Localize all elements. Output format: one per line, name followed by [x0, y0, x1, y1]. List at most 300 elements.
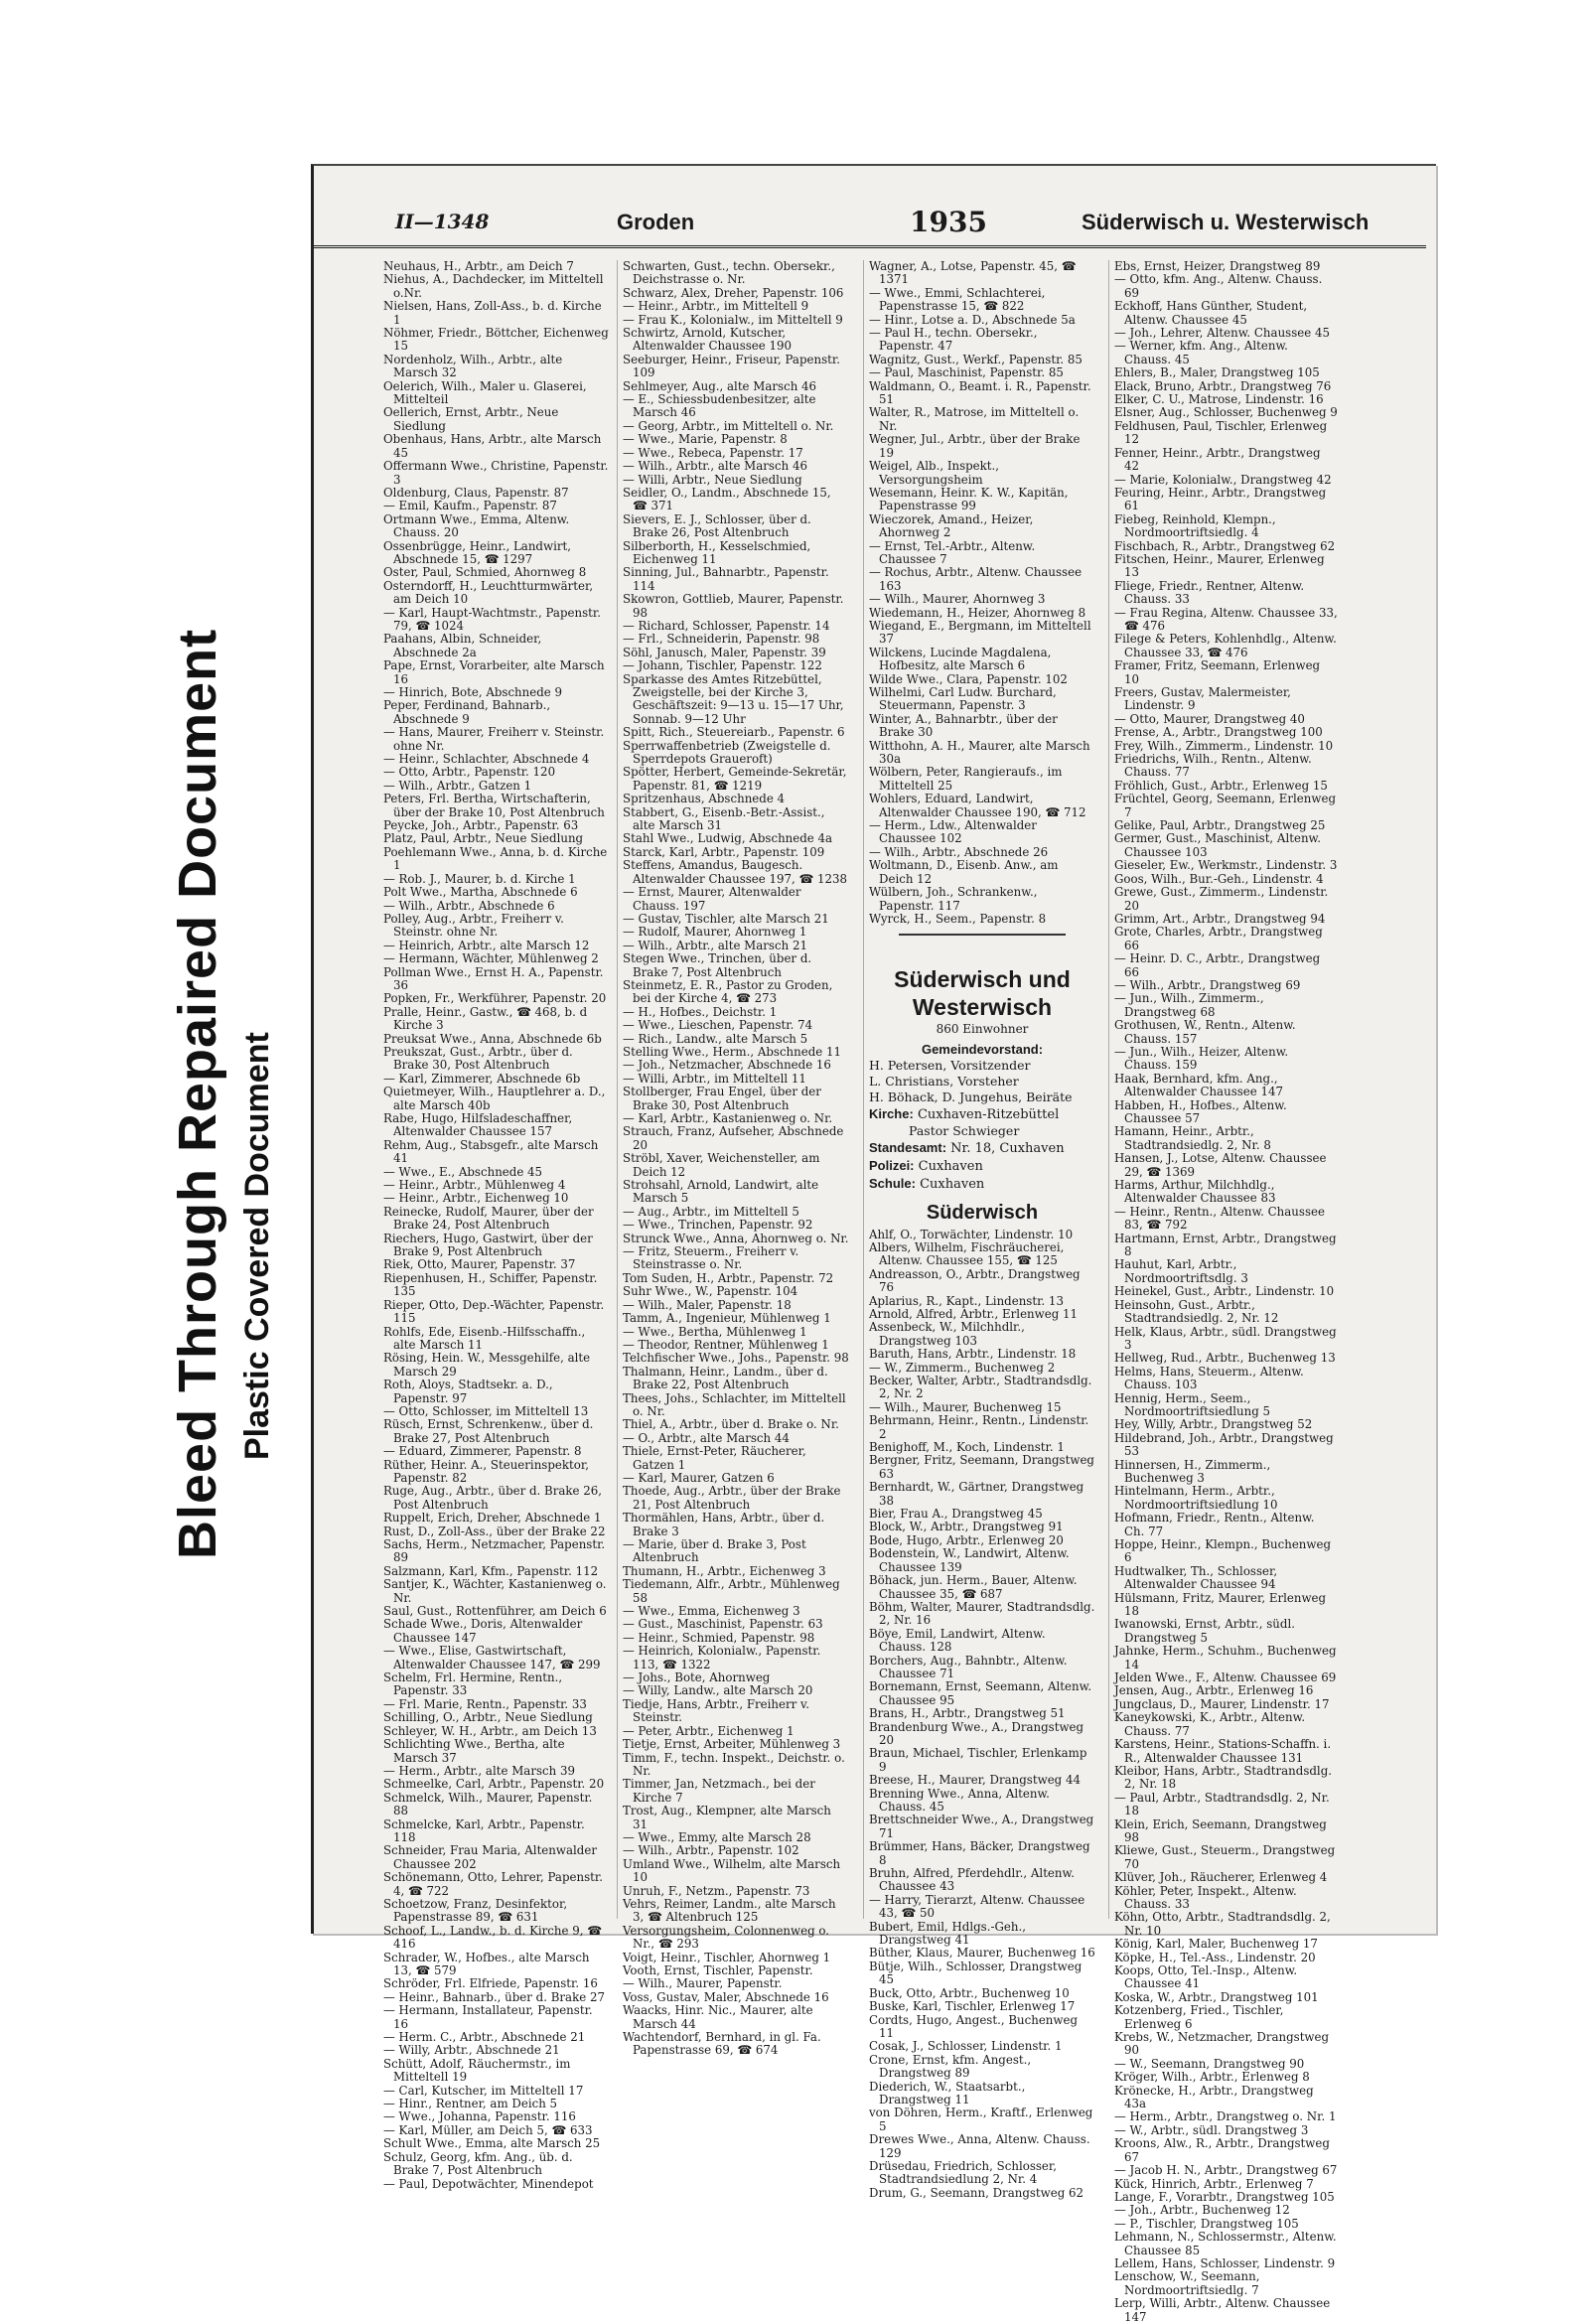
directory-entry: Brettschneider Wwe., A., Drangstweg 71 — [869, 1813, 1094, 1840]
directory-entry: — Wilh., Arbtr., Gatzen 1 — [383, 778, 532, 793]
directory-entry: Schwarten, Gust., techn. Obersekr., Deichstrasse o. Nr. — [623, 259, 835, 287]
directory-entry: Pralle, Heinr., Gastw., ☎ 468, b. d Kirche 3 — [383, 1004, 588, 1033]
directory-entry: — Rochus, Arbtr., Altenw. Chaussee 163 — [869, 565, 1083, 593]
polizei-label: Polizei: — [869, 1158, 915, 1174]
directory-entry: Tom Suden, H., Arbtr., Papenstr. 72 — [623, 1270, 834, 1285]
directory-entry: Wachtendorf, Bernhard, in gl. Fa. Papenstrasse 69, ☎ 674 — [623, 2030, 821, 2058]
directory-entry: Niehus, A., Dachdecker, im Mitteltell o.Nr. — [383, 272, 604, 300]
directory-entry: Wilckens, Lucinde Magdalena, Hofbesitz, alte Marsch 6 — [869, 645, 1052, 673]
directory-entry: Bernhardt, W., Gärtner, Drangstweg 38 — [869, 1480, 1084, 1508]
directory-entry: Rüther, Heinr. A., Steuerinspektor, Papenstr. 82 — [383, 1457, 589, 1485]
directory-entry: Strunck Wwe., Anna, Ahornweg o. Nr. — [623, 1231, 849, 1245]
directory-entry: — Aug., Arbtr., im Mitteltell 5 — [623, 1204, 799, 1219]
directory-entry: Rieper, Otto, Dep.-Wächter, Papenstr. 115 — [383, 1297, 605, 1326]
directory-entry: Schneider, Frau Maria, Altenwalder Chaussee 202 — [383, 1843, 597, 1871]
directory-entry: — P., Tischler, Drangstweg 105 — [1114, 2216, 1299, 2231]
directory-entry: — Rich., Landw., alte Marsch 5 — [623, 1031, 808, 1046]
directory-entry: — Hermann, Installateur, Papenstr. 16 — [383, 2003, 593, 2031]
directory-entry: Thalmann, Heinr., Landm., über d. Brake 22, Post Altenbruch — [623, 1364, 828, 1392]
directory-entry: Trost, Aug., Klempner, alte Marsch 31 — [623, 1804, 831, 1831]
directory-entry: Quietmeyer, Wilh., Hauptlehrer a. D., alte Marsch 40b — [383, 1085, 606, 1112]
directory-entry: — Emil, Kaufm., Papenstr. 87 — [383, 499, 557, 513]
polizei-line — [869, 1157, 1095, 1175]
directory-entry: — Paul, Depotwächter, Minendepot — [383, 2176, 594, 2191]
page-header — [314, 206, 1426, 248]
directory-entry: — Karl, Haupt-Wachtmstr., Papenstr. 79, ☎ 1024 — [383, 605, 601, 633]
directory-entry: Ruge, Aug., Arbtr., über d. Brake 26, Post Altenbruch — [383, 1484, 603, 1512]
directory-entry: Riepenhusen, H., Schiffer, Papenstr. 135 — [383, 1270, 598, 1299]
directory-entry: Nielsen, Hans, Zoll-Ass., b. d. Kirche 1 — [383, 299, 602, 327]
directory-entry: Hellweg, Rud., Arbtr., Buchenweg 13 — [1114, 1351, 1336, 1366]
directory-entry: Polt Wwe., Martha, Abschnede 6 — [383, 885, 578, 900]
directory-entry: Tiedje, Hans, Arbtr., Freiherr v. Steinstr. — [623, 1696, 810, 1725]
column-3-entries-top — [869, 260, 1095, 926]
directory-entry: Böhack, jun. Herm., Bauer, Altenw. Chaussee 35, ☎ 687 — [869, 1573, 1078, 1601]
side-label-bleed-repaired: Bleed Through Repaired Document — [168, 628, 227, 1559]
directory-entry: Preuksat Wwe., Anna, Abschnede 6b — [383, 1031, 602, 1046]
place-left: Groden — [617, 210, 695, 234]
directory-entry: — Jacob H. N., Arbtr., Drangstweg 67 — [1114, 2163, 1338, 2178]
directory-entry: Riek, Otto, Maurer, Papenstr. 37 — [383, 1257, 576, 1272]
directory-entry: — Wwe., E., Abschnede 45 — [383, 1164, 543, 1179]
directory-entry: Grimm, Art., Arbtr., Drangstweg 94 — [1114, 911, 1326, 926]
directory-entry: Hennig, Herm., Seem., Nordmoortriftsiedlung 5 — [1114, 1390, 1271, 1418]
directory-entry: Rösing, Hein. W., Messgehilfe, alte Marsch 29 — [383, 1351, 591, 1379]
side-labels — [149, 169, 288, 1559]
standesamt-line — [869, 1139, 1095, 1157]
directory-entry: Andreasson, O., Arbtr., Drangstweg 76 — [869, 1266, 1081, 1295]
directory-entry: Rehm, Aug., Stabsgefr., alte Marsch 41 — [383, 1137, 599, 1166]
directory-entry: Reinecke, Rudolf, Maurer, über der Brake 24, Post Altenbruch — [383, 1204, 594, 1233]
directory-entry: Rohlfs, Ede, Eisenb.-Hilfsschaffn., alte Marsch 11 — [383, 1324, 586, 1352]
directory-entry: Fliege, Friedr., Rentner, Altenw. Chauss. 33 — [1114, 578, 1305, 607]
directory-entry: Nordenholz, Wilh., Arbtr., alte Marsch 32 — [383, 352, 563, 380]
directory-entry: Framer, Fritz, Seemann, Erlenweg 10 — [1114, 658, 1321, 686]
directory-entry: — Rudolf, Maurer, Ahornweg 1 — [623, 925, 807, 940]
directory-entry: Hamann, Heinr., Arbtr., Stadtrandsiedlg. 2, Nr. 8 — [1114, 1124, 1271, 1152]
directory-entry: Haak, Bernhard, kfm. Ang., Altenwalder Chaussee 147 — [1114, 1071, 1284, 1099]
directory-entry: — Hermann, Wächter, Mühlenweg 2 — [383, 951, 599, 966]
directory-entry: Koops, Otto, Tel.-Insp., Altenw. Chaussee 41 — [1114, 1963, 1298, 1991]
column-3-entries-bottom — [869, 1229, 1095, 2201]
directory-entry: Cordts, Hugo, Angest., Buchenweg 11 — [869, 2012, 1079, 2040]
directory-entry: — Joh., Arbtr., Buchenweg 12 — [1114, 2203, 1290, 2218]
directory-entry: Schmeelke, Carl, Arbtr., Papenstr. 20 — [383, 1777, 605, 1792]
directory-entry: Hudtwalker, Th., Schlosser, Altenwalder Chaussee 94 — [1114, 1563, 1278, 1592]
directory-entry: Peper, Ferdinand, Bahnarb., Abschnede 9 — [383, 698, 551, 726]
directory-entry: — Karl, Arbtr., Kastanienweg o. Nr. — [623, 1111, 833, 1125]
directory-entry: — Otto, Maurer, Drangstweg 40 — [1114, 711, 1305, 726]
directory-entry: — Wwe., Trinchen, Papenstr. 92 — [623, 1218, 813, 1233]
directory-entry: Bode, Hugo, Arbtr., Erlenweg 20 — [869, 1532, 1064, 1547]
directory-entry: — Johann, Tischler, Papenstr. 122 — [623, 658, 822, 673]
directory-entry: Wiedemann, H., Heizer, Ahornweg 8 — [869, 605, 1086, 620]
directory-entry: Stegen Wwe., Trinchen, über d. Brake 7, Post Altenbruch — [623, 951, 812, 979]
directory-entry: — Frau K., Kolonialw., im Mitteltell 9 — [623, 312, 843, 327]
directory-entry: — Wilh., Maurer, Buchenweg 15 — [869, 1399, 1062, 1414]
directory-entry: Schlichting Wwe., Bertha, alte Marsch 37 — [383, 1737, 565, 1765]
directory-entry: Waacks, Hinr. Nic., Maurer, alte Marsch 44 — [623, 2003, 813, 2031]
directory-entry: Wagner, A., Lotse, Papenstr. 45, ☎ 1371 — [869, 259, 1077, 287]
directory-entry: Schleyer, W. H., Arbtr., am Deich 13 — [383, 1723, 597, 1738]
directory-entry: Pape, Ernst, Vorarbeiter, alte Marsch 16 — [383, 658, 605, 686]
directory-entry: Timm, F., techn. Inspekt., Deichstr. o. Nr. — [623, 1750, 845, 1778]
directory-entry: Drum, G., Seemann, Drangstweg 62 — [869, 2185, 1084, 2200]
directory-entry: Köhler, Peter, Inspekt., Altenw. Chauss. 33 — [1114, 1883, 1297, 1911]
directory-entry: Köpke, H., Tel.-Ass., Lindenstr. 20 — [1114, 1950, 1316, 1964]
directory-entry: Platz, Paul, Arbtr., Neue Siedlung — [383, 831, 584, 846]
directory-entry: Oster, Paul, Schmied, Ahornweg 8 — [383, 565, 587, 580]
directory-entry: Sehlmeyer, Aug., alte Marsch 46 — [623, 378, 817, 393]
directory-entry: Wilhelmi, Carl Ludw. Burchard, Steuermann, Papenstr. 3 — [869, 685, 1057, 713]
directory-entry: Schröder, Frl. Elfriede, Papenstr. 16 — [383, 1976, 598, 1991]
directory-entry: — Willy, Arbtr., Abschnede 21 — [383, 2043, 560, 2058]
directory-entry: — Heinr., Arbtr., im Mitteltell 9 — [623, 299, 809, 314]
directory-entry: Salzmann, Karl, Kfm., Papenstr. 112 — [383, 1563, 599, 1578]
directory-entry: Silberborth, H., Kesselschmied, Eichenweg 11 — [623, 538, 811, 566]
directory-entry: Oellerich, Ernst, Arbtr., Neue Siedlung — [383, 405, 559, 433]
directory-entry: Kliewe, Gust., Steuerm., Drangstweg 70 — [1114, 1843, 1336, 1871]
directory-entry: Buck, Otto, Arbtr., Buchenweg 10 — [869, 1985, 1070, 2000]
directory-entry: Schade Wwe., Doris, Altenwalder Chaussee 147 — [383, 1617, 583, 1645]
directory-entry: Jahnke, Herm., Schuhm., Buchenweg 14 — [1114, 1644, 1337, 1671]
directory-entry: — Richard, Schlosser, Papenstr. 14 — [623, 618, 830, 633]
directory-entry: Fiebeg, Reinhold, Klempn., Nordmoortriftsiedlg. 4 — [1114, 511, 1276, 540]
directory-entry: Strauch, Franz, Aufseher, Abschnede 20 — [623, 1124, 844, 1152]
directory-entry: Borchers, Aug., Bahnbtr., Altenw. Chaussee 71 — [869, 1653, 1068, 1680]
directory-entry: Bergner, Fritz, Seemann, Drangstweg 63 — [869, 1453, 1094, 1481]
directory-entry: — Heinr. D. C., Arbtr., Drangstweg 66 — [1114, 951, 1321, 979]
directory-entry: — Heinrich, Arbtr., alte Marsch 12 — [383, 938, 590, 952]
directory-entry: Paahans, Albin, Schneider, Abschnede 2a — [383, 632, 542, 659]
directory-entry: — Heinr., Schmied, Papenstr. 98 — [623, 1630, 815, 1645]
directory-entry: — Herm., Arbtr., alte Marsch 39 — [383, 1763, 575, 1778]
gv-line: H. Böhack, D. Jungehus, Beiräte — [869, 1089, 1073, 1105]
directory-entry: Behrmann, Heinr., Rentn., Lindenstr. 2 — [869, 1413, 1089, 1441]
directory-entry: — W., Zimmerm., Buchenweg 2 — [869, 1360, 1056, 1375]
directory-entry: Spitt, Rich., Steuereiarb., Papenstr. 6 — [623, 725, 845, 740]
directory-entry: Hoppe, Heinr., Klempn., Buchenweg 6 — [1114, 1537, 1332, 1565]
directory-entry: Drewes Wwe., Anna, Altenw. Chauss. 129 — [869, 2132, 1090, 2160]
directory-entry: König, Karl, Maler, Buchenweg 17 — [1114, 1937, 1318, 1952]
directory-entry: Roth, Aloys, Stadtsekr. a. D., Papenstr. 97 — [383, 1378, 553, 1405]
directory-entry: Schelm, Frl. Hermine, Rentn., Papenstr. 33 — [383, 1670, 563, 1698]
directory-entry: Thees, Johs., Schlachter, im Mitteltell o. Nr. — [623, 1390, 846, 1418]
directory-entry: Santjer, K., Wächter, Kastanienweg o. Nr. — [383, 1577, 607, 1605]
directory-entry: — Wilh., Maurer, Ahornweg 3 — [869, 592, 1046, 607]
directory-entry: Brandenburg Wwe., A., Drangstweg 20 — [869, 1719, 1084, 1747]
directory-entry: — Rob. J., Maurer, b. d. Kirche 1 — [383, 871, 576, 886]
directory-entry: Habben, H., Hofbes., Altenw. Chaussee 57 — [1114, 1097, 1287, 1125]
directory-entry: Schütt, Adolf, Räuchermstr., im Mitteltell 19 — [383, 2056, 571, 2085]
directory-entry: Riechers, Hugo, Gastwirt, über der Brake 9, Post Altenbruch — [383, 1231, 593, 1259]
directory-entry: Jensen, Aug., Arbtr., Erlenweg 16 — [1114, 1683, 1314, 1698]
directory-entry: Fischbach, R., Arbtr., Drangstweg 62 — [1114, 538, 1336, 553]
kirche-line — [869, 1105, 1095, 1123]
directory-entry: Fenner, Heinr., Arbtr., Drangstweg 42 — [1114, 445, 1321, 474]
directory-page — [311, 164, 1436, 2324]
directory-entry: — Gustav, Tischler, alte Marsch 21 — [623, 911, 829, 926]
directory-entry: Vooth, Ernst, Tischler, Papenstr. — [623, 1963, 813, 1977]
directory-entry: Feldhusen, Paul, Tischler, Erlenweg 12 — [1114, 418, 1328, 447]
directory-entry: Ortmann Wwe., Emma, Altenw. Chauss. 20 — [383, 511, 570, 540]
directory-entry: Stabbert, G., Eisenb.-Betr.-Assist., alte Marsch 31 — [623, 804, 825, 833]
directory-entry: — Hans, Maurer, Freiherr v. Steinstr. ohne Nr. — [383, 725, 605, 753]
directory-entry: Pollman Wwe., Ernst H. A., Papenstr. 36 — [383, 964, 604, 992]
directory-entry: Fitschen, Heinr., Maurer, Erlenweg 13 — [1114, 551, 1325, 580]
directory-entry: Schoof, L., Landw., b. d. Kirche 9, ☎ 416 — [383, 1923, 602, 1952]
directory-entry: — Herm. C., Arbtr., Abschnede 21 — [383, 2030, 586, 2045]
directory-entry: Waldmann, O., Beamt. i. R., Papenstr. 51 — [869, 378, 1091, 407]
directory-entry: Karstens, Heinr., Stations-Schaffn. i. R., Altenwalder Chaussee 131 — [1114, 1737, 1332, 1765]
separator — [899, 934, 1066, 936]
directory-entry: Wölbern, Peter, Rangieraufs., im Mitteltell 25 — [869, 765, 1063, 793]
directory-entry: Arnold, Alfred, Arbtr., Erlenweg 11 — [869, 1306, 1079, 1321]
directory-entry: Schönemann, Otto, Lehrer, Papenstr. 4, ☎ 722 — [383, 1870, 603, 1898]
directory-entry: — W., Seemann, Drangstweg 90 — [1114, 2056, 1305, 2071]
directory-entry: Tiedemann, Alfr., Arbtr., Mühlenweg 58 — [623, 1577, 840, 1605]
directory-entry: Friedrichs, Wilh., Rentn., Altenw. Chauss. 77 — [1114, 752, 1312, 780]
directory-entry: Rabe, Hugo, Hilfsladeschaffner, Altenwalder Chaussee 157 — [383, 1111, 573, 1139]
directory-entry: — Hinr., Rentner, am Deich 5 — [383, 2097, 558, 2111]
directory-entry: Assenbeck, W., Milchhdlr., Drangstweg 103 — [869, 1320, 1025, 1348]
directory-entry: — Paul, Arbtr., Stadtrandsdlg. 2, Nr. 18 — [1114, 1790, 1330, 1818]
directory-entry: — Ernst, Tel.-Arbtr., Altenw. Chaussee 7 — [869, 538, 1036, 566]
directory-entry: Block, W., Arbtr., Drangstweg 91 — [869, 1520, 1064, 1534]
directory-entry: — Wwe., Rebeca, Papenstr. 17 — [623, 445, 803, 460]
directory-entry: Kröger, Wilh., Arbtr., Erlenweg 8 — [1114, 2070, 1310, 2085]
directory-entry: Telchfischer Wwe., Johs., Papenstr. 98 — [623, 1351, 849, 1366]
directory-entry: Weigel, Alb., Inspekt., Versorgungsheim — [869, 459, 1000, 487]
directory-entry: Sachs, Herm., Netzmacher, Papenstr. 89 — [383, 1537, 606, 1565]
directory-entry: Hey, Willy, Arbtr., Drangstweg 52 — [1114, 1417, 1313, 1432]
directory-entry: Bier, Frau A., Drangstweg 45 — [869, 1507, 1043, 1522]
directory-entry: Ruppelt, Erich, Dreher, Abschnede 1 — [383, 1511, 602, 1525]
directory-entry: Umland Wwe., Wilhelm, alte Marsch 10 — [623, 1856, 841, 1885]
directory-entry: Tietje, Ernst, Arbeiter, Mühlenweg 3 — [623, 1737, 841, 1752]
directory-entry: Crone, Ernst, kfm. Angest., Drangstweg 89 — [869, 2052, 1032, 2081]
kirche-value: Cuxhaven-Ritzebüttel — [917, 1107, 1060, 1123]
directory-entry: Strohsahl, Arnold, Landwirt, alte Marsch 5 — [623, 1178, 819, 1206]
directory-entry: Frey, Wilh., Zimmerm., Lindenstr. 10 — [1114, 738, 1334, 753]
directory-entry: Hofmann, Friedr., Rentn., Altenw. Ch. 77 — [1114, 1511, 1315, 1538]
directory-entry: — Otto, Schlosser, im Mitteltell 13 — [383, 1403, 589, 1418]
directory-entry: — Joh., Netzmacher, Abschnede 16 — [623, 1058, 831, 1073]
directory-entry: Albers, Wilhelm, Fischräucherei, Altenw. Chaussee 155, ☎ 125 — [869, 1239, 1065, 1268]
schule-line — [869, 1175, 1095, 1193]
directory-entry: Braun, Michael, Tischler, Erlenkamp 9 — [869, 1746, 1087, 1774]
directory-entry: Brümmer, Hans, Bäcker, Drangstweg 8 — [869, 1839, 1090, 1867]
directory-entry: von Döhren, Herm., Kraftf., Erlenweg 5 — [869, 2106, 1093, 2133]
directory-entry: Ebs, Ernst, Heizer, Drangstweg 89 — [1114, 259, 1321, 273]
directory-entry: Kleibor, Hans, Arbtr., Stadtrandsdlg. 2, Nr. 18 — [1114, 1763, 1333, 1792]
side-label-plastic-covered: Plastic Covered Document — [238, 1032, 276, 1460]
directory-entry: — Willi, Arbtr., im Mitteltell 11 — [623, 1071, 806, 1086]
directory-entry: Hülsmann, Fritz, Maurer, Erlenweg 18 — [1114, 1590, 1327, 1619]
directory-entry: Starck, Karl, Arbtr., Papenstr. 109 — [623, 844, 825, 859]
directory-entry: Büther, Klaus, Maurer, Buchenweg 16 — [869, 1946, 1095, 1961]
directory-entry: — Georg, Arbtr., im Mitteltell o. Nr. — [623, 418, 834, 433]
directory-entry: — Herm., Arbtr., Drangstweg o. Nr. 1 — [1114, 2109, 1337, 2124]
standesamt-label: Standesamt: — [869, 1140, 947, 1156]
directory-entry: Lange, F., Vorarbtr., Drangstweg 105 — [1114, 2189, 1335, 2204]
directory-entry: Hauhut, Karl, Arbtr., Nordmoortriftsdlg. 3 — [1114, 1257, 1248, 1285]
directory-entry: Peycke, Joh., Arbtr., Papenstr. 63 — [383, 818, 579, 833]
directory-entry: Neuhaus, H., Arbtr., am Deich 7 — [383, 259, 574, 273]
directory-entry: Ströbl, Xaver, Weichensteller, am Deich 12 — [623, 1151, 820, 1179]
directory-entry: Steffens, Amandus, Baugesch. Altenwalder Chaussee 197, ☎ 1238 — [623, 858, 847, 886]
directory-entry: Schmelck, Wilh., Maurer, Papenstr. 88 — [383, 1790, 593, 1818]
directory-entry: — Theodor, Rentner, Mühlenweg 1 — [623, 1337, 829, 1352]
directory-entry: Eckhoff, Hans Günther, Student, Altenw. Chaussee 45 — [1114, 299, 1308, 327]
directory-entry: Sinning, Jul., Bahnarbtr., Papenstr. 114 — [623, 565, 829, 593]
directory-entry: Wohlers, Eduard, Landwirt, Altenwalder Chaussee 190, ☎ 712 — [869, 792, 1086, 819]
directory-entry: Klein, Erich, Seemann, Drangstweg 98 — [1114, 1816, 1327, 1844]
directory-entry: — Wwe., Bertha, Mühlenweg 1 — [623, 1324, 807, 1339]
directory-entry: Sievers, E. J., Schlosser, über d. Brake 26, Post Altenbruch — [623, 511, 811, 540]
directory-entry: — Frl., Schneiderin, Papenstr. 98 — [623, 632, 820, 647]
column-1 — [383, 259, 610, 2191]
directory-entry: — Herm., Ldw., Altenwalder Chaussee 102 — [869, 818, 1037, 846]
directory-entry: Stollberger, Frau Engel, über der Brake 30, Post Altenbruch — [623, 1085, 821, 1112]
directory-entry: Woltmann, D., Eisenb. Anw., am Deich 12 — [869, 858, 1059, 886]
directory-entry: Lenschow, W., Seemann, Nordmoortriftsiedlg. 7 — [1114, 2269, 1260, 2297]
directory-entry: — Jun., Wilh., Zimmerm., Drangstweg 68 — [1114, 991, 1264, 1019]
directory-entry: Heinsohn, Gust., Arbtr., Stadtrandsiedlg. 2, Nr. 12 — [1114, 1297, 1279, 1326]
directory-entry: Gieseler, Ew., Werkmstr., Lindenstr. 3 — [1114, 858, 1338, 873]
directory-entry: Elker, C. U., Matrose, Lindenstr. 16 — [1114, 392, 1324, 407]
directory-entry: Wesemann, Heinr. K. W., Kapitän, Papenstrasse 99 — [869, 485, 1069, 513]
directory-entry: Timmer, Jan, Netzmach., bei der Kirche 7 — [623, 1777, 815, 1805]
directory-entry: Nöhmer, Friedr., Böttcher, Eichenweg 15 — [383, 326, 609, 354]
directory-entry: Lellem, Hans, Schlosser, Lindenstr. 9 — [1114, 2255, 1336, 2270]
standesamt-value: Nr. 18, Cuxhaven — [950, 1141, 1065, 1157]
directory-entry: — Peter, Arbtr., Eichenweg 1 — [623, 1723, 794, 1738]
directory-entry: Spritzenhaus, Abschnede 4 — [623, 792, 786, 806]
directory-entry: — Otto, Arbtr., Papenstr. 120 — [383, 765, 556, 780]
directory-entry: Wieczorek, Amand., Heizer, Ahornweg 2 — [869, 511, 1034, 540]
directory-entry: Brenning Wwe., Anna, Altenw. Chauss. 45 — [869, 1786, 1050, 1814]
directory-entry: — Heinr., Bahnarb., über d. Brake 27 — [383, 1989, 605, 2004]
directory-entry: Sperrwaffenbetrieb (Zweigstelle d. Sperrdepots Graueroft) — [623, 738, 831, 767]
directory-entry: Krebs, W., Netzmacher, Drangstweg 90 — [1114, 2030, 1330, 2058]
directory-entry: — Wwe., Emmi, Schlachterei, Papenstrasse 15, ☎ 822 — [869, 285, 1046, 314]
directory-entry: Suhr Wwe., W., Papenstr. 104 — [623, 1284, 798, 1299]
directory-entry: Hintelmann, Herm., Arbtr., Nordmoortriftsiedlung 10 — [1114, 1484, 1278, 1512]
directory-entry: Walter, R., Matrose, im Mitteltell o. Nr. — [869, 405, 1080, 433]
directory-entry: Jelden Wwe., F., Altenw. Chaussee 69 — [1114, 1670, 1337, 1685]
directory-entry: — Wilh., Arbtr., Drangstweg 69 — [1114, 977, 1301, 992]
directory-entry: Preukszat, Gust., Arbtr., über d. Brake 30, Post Altenbruch — [383, 1044, 573, 1073]
gemeindevorstand-heading: Gemeindevorstand: — [921, 1041, 1044, 1057]
directory-entry: Oelerich, Wilh., Maler u. Glaserei, Mittelteil — [383, 378, 587, 407]
directory-entry: — Wwe., Lieschen, Papenstr. 74 — [623, 1018, 813, 1033]
directory-entry: Brans, H., Arbtr., Drangstweg 51 — [869, 1706, 1066, 1721]
directory-entry: Voss, Gustav, Maler, Abschnede 16 — [623, 1989, 829, 2004]
directory-entry: Unruh, F., Netzm., Papenstr. 73 — [623, 1883, 810, 1898]
directory-entry: — W., Arbtr., südl. Drangstweg 3 — [1114, 2122, 1309, 2137]
directory-entry: Elack, Bruno, Arbtr., Drangstweg 76 — [1114, 378, 1332, 393]
directory-entry: Klüver, Joh., Räucherer, Erlenweg 4 — [1114, 1870, 1328, 1885]
directory-entry: Harms, Arthur, Milchhdlg., Altenwalder Chaussee 83 — [1114, 1178, 1276, 1206]
directory-entry: Jungclaus, D., Maurer, Lindenstr. 17 — [1114, 1696, 1330, 1711]
directory-entry: Köhn, Otto, Arbtr., Stadtrandsdlg. 2, Nr. 10 — [1114, 1910, 1331, 1938]
directory-entry: Gelike, Paul, Arbtr., Drangstweg 25 — [1114, 818, 1326, 833]
directory-entry: — H., Hofbes., Deichstr. 1 — [623, 1004, 778, 1019]
directory-entry: Rüsch, Ernst, Schrenkenw., über d. Brake 27, Post Altenbruch — [383, 1417, 594, 1445]
directory-entry: Grote, Charles, Arbtr., Drangstweg 66 — [1114, 925, 1323, 952]
directory-entry: — Heinr., Arbtr., Eichenweg 10 — [383, 1191, 569, 1206]
gv-line: H. Petersen, Vorsitzender — [869, 1058, 1031, 1074]
town-title: Süderwisch und Westerwisch — [894, 966, 1071, 1021]
directory-entry: — Willi, Arbtr., Neue Siedlung — [623, 472, 802, 487]
directory-entry: — E., Schiessbudenbesitzer, alte Marsch 46 — [623, 392, 816, 420]
directory-entry: Steinmetz, E. R., Pastor zu Groden, bei der Kirche 4, ☎ 273 — [623, 977, 833, 1006]
directory-entry: Rust, D., Zoll-Ass., über der Brake 22 — [383, 1524, 606, 1538]
directory-entry: — Harry, Tierarzt, Altenw. Chaussee 43, ☎ 50 — [869, 1892, 1085, 1921]
directory-entry: — Willy, Landw., alte Marsch 20 — [623, 1683, 813, 1698]
directory-entry: — Johs., Bote, Ahornweg — [623, 1670, 771, 1685]
directory-entry: Tamm, A., Ingenieur, Mühlenweg 1 — [623, 1311, 831, 1326]
directory-entry: Thoede, Aug., Arbtr., über der Brake 21, Post Altenbruch — [623, 1484, 841, 1512]
directory-entry: Peters, Frl. Bertha, Wirtschafterin, über der Brake 10, Post Altenbruch — [383, 792, 605, 819]
column-2 — [617, 259, 849, 2058]
directory-entry: Schrader, W., Hofbes., alte Marsch 13, ☎ 579 — [383, 1950, 590, 1977]
directory-entry: Witthohn, A. H., Maurer, alte Marsch 30a — [869, 738, 1090, 767]
directory-entry: Thiele, Ernst-Peter, Räucherer, Gatzen 1 — [623, 1444, 806, 1472]
directory-entry: Germer, Gust., Maschinist, Altenw. Chaussee 103 — [1114, 831, 1321, 859]
directory-entry: — Frau Regina, Altenw. Chaussee 33, ☎ 476 — [1114, 605, 1338, 633]
gv-line: L. Christians, Vorsteher — [869, 1074, 1019, 1089]
directory-entry: Hildebrand, Joh., Arbtr., Drangstweg 53 — [1114, 1430, 1334, 1459]
place-right: Süderwisch u. Westerwisch — [1082, 210, 1370, 234]
directory-entry: Söhl, Janusch, Maler, Papenstr. 39 — [623, 645, 826, 659]
directory-entry: — Wilh., Maurer, Papenstr. — [623, 1976, 783, 1991]
directory-entry: — Paul, Maschinist, Papenstr. 85 — [869, 365, 1064, 380]
directory-entry: Thumann, H., Arbtr., Eichenweg 3 — [623, 1563, 826, 1578]
directory-entry: Schwirtz, Arnold, Kutscher, Altenwalder Chaussee 190 — [623, 326, 793, 354]
directory-entry: — Wilh., Arbtr., alte Marsch 46 — [623, 459, 807, 474]
schule-value: Cuxhaven — [920, 1177, 985, 1193]
directory-entry: Früchtel, Georg, Seemann, Erlenweg 7 — [1114, 792, 1337, 819]
directory-entry: — Hinr., Lotse a. D., Abschnede 5a — [869, 312, 1076, 327]
directory-entry: Polley, Aug., Arbtr., Freiherr v. Steinstr. ohne Nr. — [383, 911, 564, 940]
directory-entry: Wegner, Jul., Arbtr., über der Brake 19 — [869, 432, 1081, 460]
directory-entry: — Eduard, Zimmerer, Papenstr. 8 — [383, 1444, 582, 1459]
directory-entry: Baruth, Hans, Arbtr., Lindenstr. 18 — [869, 1347, 1077, 1362]
directory-entry: Elsner, Aug., Schlosser, Buchenweg 9 — [1114, 405, 1338, 420]
directory-entry: — Wwe., Johanna, Papenstr. 116 — [383, 2109, 576, 2124]
directory-entry: Breese, H., Maurer, Drangstweg 44 — [869, 1773, 1081, 1788]
directory-entry: Krönecke, H., Arbtr., Drangstweg 43a — [1114, 2083, 1314, 2111]
directory-entry: — Heinrich, Kolonialw., Papenstr. 113, ☎ 1322 — [623, 1644, 821, 1671]
directory-entry: Kaneykowski, K., Arbtr., Altenw. Chauss. 77 — [1114, 1710, 1306, 1738]
directory-entry: Stahl Wwe., Ludwig, Abschnede 4a — [623, 831, 833, 846]
directory-entry: — Wilh., Arbtr., Abschnede 6 — [383, 898, 555, 913]
kirche-label: Kirche: — [869, 1106, 914, 1122]
directory-entry: Helms, Hans, Steuerm., Altenw. Chauss. 103 — [1114, 1364, 1304, 1392]
directory-entry: Cosak, J., Schlosser, Lindenstr. 1 — [869, 2039, 1063, 2054]
directory-entry: — Gust., Maschinist, Papenstr. 63 — [623, 1617, 823, 1632]
directory-entry: Vehrs, Reimer, Landm., alte Marsch 3, ☎ Altenbruch 125 — [623, 1896, 836, 1925]
directory-entry: Bruhn, Alfred, Pferdehdlr., Altenw. Chaussee 43 — [869, 1866, 1075, 1894]
directory-entry: Becker, Walter, Arbtr., Stadtrandsdlg. 2, Nr. 2 — [869, 1374, 1092, 1401]
directory-entry: Diederich, W., Staatsarbt., Drangstweg 11 — [869, 2079, 1026, 2106]
directory-entry: Drüsedau, Friedrich, Schlosser, Stadtrandsiedlung 2, Nr. 4 — [869, 2158, 1058, 2187]
directory-entry: Seidler, O., Landm., Abschnede 15, ☎ 371 — [623, 485, 831, 513]
directory-entry: — Frl. Marie, Rentn., Papenstr. 33 — [383, 1696, 587, 1711]
directory-entry: — Ernst, Maurer, Altenwalder Chauss. 197 — [623, 885, 801, 913]
